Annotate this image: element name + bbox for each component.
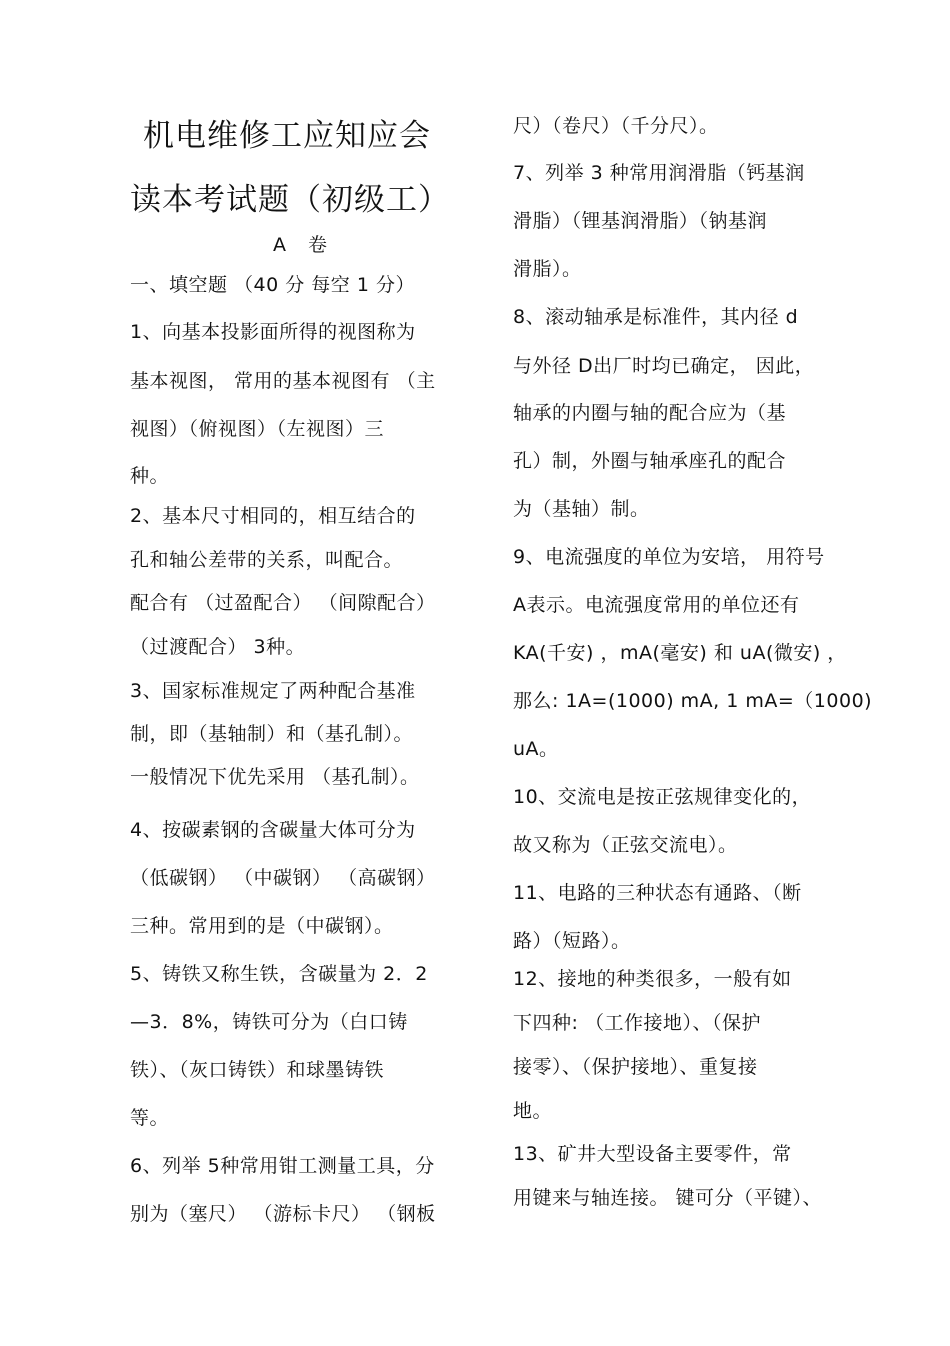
left-line: 配合有 （过盈配合） （间隙配合） bbox=[130, 592, 436, 614]
left-line: （过渡配合） 3种。 bbox=[130, 636, 306, 658]
right-line: 路）（短路）。 bbox=[513, 930, 631, 952]
right-line: 9、电流强度的单位为安培， 用符号 bbox=[513, 546, 825, 568]
right-line: 用键来与轴连接。 键可分（平键）、 bbox=[513, 1187, 823, 1209]
paper-label: A 卷 bbox=[273, 234, 336, 256]
left-line: 孔和轴公差带的关系，叫配合。 bbox=[130, 549, 404, 571]
left-line: 4、按碳素钢的含碳量大体可分为 bbox=[130, 819, 416, 841]
right-line: 接零）、（保护接地）、重复接 bbox=[513, 1056, 758, 1078]
left-line: 三种。常用到的是（中碳钢）。 bbox=[130, 915, 394, 937]
left-line: （低碳钢） （中碳钢） （高碳钢） bbox=[130, 867, 436, 889]
title-line-2: 读本考试题（初级工） bbox=[130, 182, 450, 218]
left-line: 1、向基本投影面所得的视图称为 bbox=[130, 321, 416, 343]
left-line: 3、国家标准规定了两种配合基准 bbox=[130, 680, 416, 702]
right-line: A表示。电流强度常用的单位还有 bbox=[513, 594, 800, 616]
right-line: 故又称为（正弦交流电）。 bbox=[513, 834, 738, 856]
right-line: 7、列举 3 种常用润滑脂（钙基润 bbox=[513, 162, 805, 184]
right-line: 11、电路的三种状态有通路、（断 bbox=[513, 882, 802, 904]
title-line-1: 机电维修工应知应会 bbox=[143, 118, 431, 154]
right-line: 那么: 1A=(1000) mA, 1 mA=（1000) bbox=[513, 690, 873, 712]
left-line: 视图）（俯视图）（左视图）三 bbox=[130, 418, 385, 440]
left-line: 2、基本尺寸相同的，相互结合的 bbox=[130, 505, 416, 527]
left-line: —3．8%，铸铁可分为（白口铸 bbox=[130, 1011, 408, 1033]
left-line: 6、列举 5种常用钳工测量工具，分 bbox=[130, 1155, 435, 1177]
left-line: 一般情况下优先采用 （基孔制）。 bbox=[130, 766, 420, 788]
right-line: 下四种: （工作接地）、（保护 bbox=[513, 1012, 761, 1034]
right-line: 滑脂）（锂基润滑脂）（钠基润 bbox=[513, 210, 768, 232]
right-line: 轴承的内圈与轴的配合应为（基 bbox=[513, 402, 787, 424]
right-line: 与外径 D出厂时均已确定， 因此， bbox=[513, 355, 815, 377]
left-line: 铁）、（灰口铸铁）和球墨铸铁 bbox=[130, 1059, 385, 1081]
right-line: 为（基轴）制。 bbox=[513, 498, 650, 520]
right-line: 地。 bbox=[513, 1100, 553, 1122]
left-line: 种。 bbox=[130, 465, 170, 487]
right-line: 8、滚动轴承是标准件，其内径 d bbox=[513, 306, 799, 328]
left-line: 制，即（基轴制）和（基孔制）。 bbox=[130, 723, 414, 745]
right-line: 12、接地的种类很多，一般有如 bbox=[513, 968, 792, 990]
right-line: KA(千安) ，mA(毫安) 和 uA(微安) ， bbox=[513, 642, 847, 664]
left-line: 别为（塞尺） （游标卡尺） （钢板 bbox=[130, 1203, 436, 1225]
right-line: 尺）（卷尺）（千分尺）。 bbox=[513, 115, 719, 137]
right-line: uA。 bbox=[513, 738, 559, 760]
right-line: 孔）制，外圈与轴承座孔的配合 bbox=[513, 450, 787, 472]
left-line: 基本视图， 常用的基本视图有 （主 bbox=[130, 370, 436, 392]
section-heading: 一、填空题 （40 分 每空 1 分） bbox=[130, 274, 415, 296]
right-line: 10、交流电是按正弦规律变化的， bbox=[513, 786, 812, 808]
right-line: 滑脂）。 bbox=[513, 258, 582, 280]
left-line: 等。 bbox=[130, 1107, 170, 1129]
left-line: 5、铸铁又称生铁，含碳量为 2．2 bbox=[130, 963, 428, 985]
right-line: 13、矿井大型设备主要零件，常 bbox=[513, 1143, 792, 1165]
